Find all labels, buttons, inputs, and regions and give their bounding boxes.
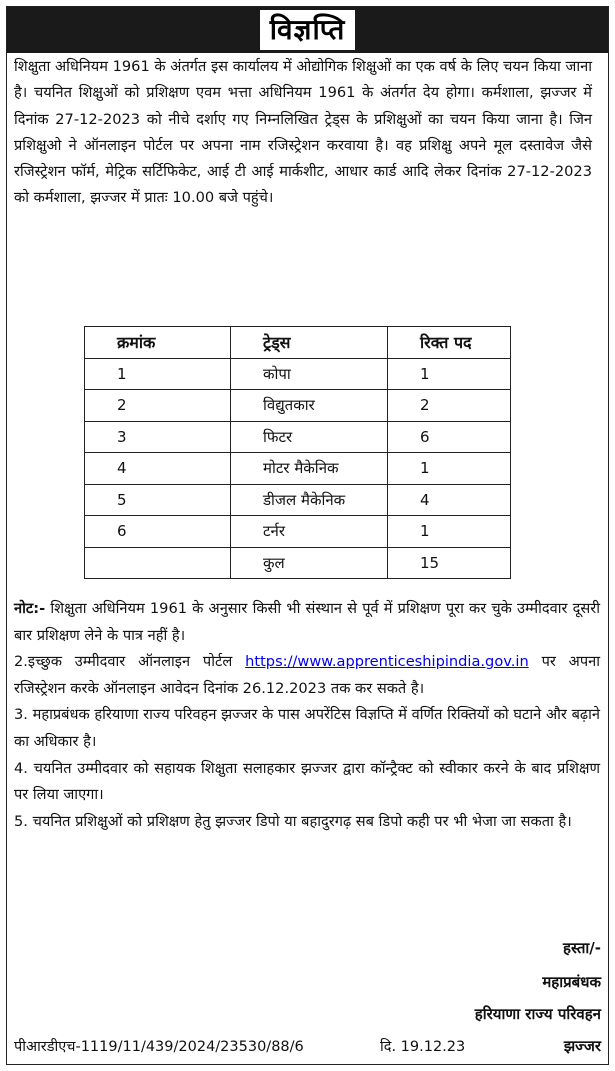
cell-trade: मोटर मैकेनिक <box>231 453 388 485</box>
intro-paragraph: शिक्षुता अधिनियम 1961 के अंतर्गत इस कार्यालय में ओद्योगिक शिक्षुओं का एक वर्ष के लिए चयन किया जाना है। चयनित शिक्षुओं को प्रशिक्षण एवम भत्ता अधिनियम 1961 के अंतर्गत देय होगा। कर्मशाला, झज्जर में दिनांक 27-12-2023 को नीचे दर्शाए गए निम्नलिखित ट्रेड्स के प्रशिक्षुओं का चयन किया जाना है। जिन प्रशिक्षुओ ने ऑनलाइन पोर्टल पर अपना नाम रजिस्ट्रेशन करवाया है। वह प्रशिक्षु अपने मूल दस्तावेज जैसे रजिस्ट्रेशन फॉर्म, मेट्रिक सर्टिफिकेट, आई टी आई मार्कशीट, आधार कार्ड आदि लेकर दिनांक 27-12-2023 को कर्मशाला, झज्जर में प्रातः 10.00 बजे पहुंचे। <box>14 58 592 207</box>
note-3: 3. महाप्रबंधक हरियाणा राज्य परिवहन झज्जर के पास अपरेंटिस विज्ञप्ति में वर्णित रिक्तियों को घटाने और बढ़ाने का अधिकार है। <box>14 706 600 750</box>
cell-trade: विद्युतकार <box>231 390 388 422</box>
cell-serial: 3 <box>85 421 231 453</box>
note-label: नोट:- <box>14 600 46 617</box>
note-5: 5. चयनित प्रशिक्षुओं को प्रशिक्षण हेतु झज्जर डिपो या बहादुरगढ़ सब डिपो कही पर भी भेजा जा सकता है। <box>14 812 572 830</box>
cell-trade: कोपा <box>231 358 388 390</box>
cell-vacancies: 1 <box>388 516 511 548</box>
cell-serial: 4 <box>85 453 231 485</box>
header-trades: ट्रेड्स <box>231 327 388 359</box>
reference-number: पीआरडीएच-1119/11/439/2024/23530/88/6 <box>14 1039 304 1055</box>
signature-designation: महाप्रबंधक <box>542 973 601 991</box>
table-row <box>85 453 511 485</box>
signature-office: हरियाणा राज्य परिवहन <box>474 1005 601 1023</box>
cell-total-vacancies: 15 <box>388 547 511 579</box>
cell-trade: डीजल मैकेनिक <box>231 484 388 516</box>
signature-signed: हस्ता/- <box>563 939 601 957</box>
cell-serial: 1 <box>85 358 231 390</box>
cell-vacancies: 6 <box>388 421 511 453</box>
header-serial: क्रमांक <box>85 327 231 359</box>
trades-table <box>84 326 511 579</box>
signature-place: झज्जर <box>563 1037 601 1055</box>
header-vacancies: रिक्त पद <box>388 327 511 359</box>
table-header-row <box>85 327 511 359</box>
cell-vacancies: 1 <box>388 358 511 390</box>
apprenticeship-portal-link[interactable]: https://www.apprenticeshipindia.gov.in <box>245 653 529 671</box>
cell-serial <box>85 547 231 579</box>
note-2-prefix: 2.इच्छुक उम्मीदवार ऑनलाइन पोर्टल <box>14 653 233 671</box>
table-row <box>85 390 511 422</box>
table-row <box>85 516 511 548</box>
cell-trade: टर्नर <box>231 516 388 548</box>
cell-total-label: कुल <box>231 547 388 579</box>
cell-vacancies: 2 <box>388 390 511 422</box>
table-row <box>85 421 511 453</box>
cell-vacancies: 1 <box>388 453 511 485</box>
cell-serial: 2 <box>85 390 231 422</box>
title-bar <box>7 7 608 53</box>
cell-serial: 5 <box>85 484 231 516</box>
notes-section <box>14 596 600 835</box>
cell-serial: 6 <box>85 516 231 548</box>
cell-vacancies: 4 <box>388 484 511 516</box>
table-total-row <box>85 547 511 579</box>
note-4: 4. चयनित उम्मीदवार को सहायक शिक्षुता सलाहकार झज्जर द्वारा कॉन्ट्रैक्ट को स्वीकार करने के बाद प्रशिक्षण पर लिया जाएगा। <box>14 759 600 804</box>
note-2 <box>14 649 600 702</box>
cell-trade: फिटर <box>231 421 388 453</box>
note-2-suffix: पर अपना रजिस्ट्रेशन करके ऑनलाइन आवेदन दिनांक 26.12.2023 तक कर सकते है। <box>14 653 600 697</box>
table-row <box>85 358 511 390</box>
notice-title: विज्ञप्ति <box>260 10 356 50</box>
table-row <box>85 484 511 516</box>
issue-date: दि. 19.12.23 <box>380 1039 466 1055</box>
note-1-text: शिक्षुता अधिनियम 1961 के अनुसार किसी भी संस्थान से पूर्व में प्रशिक्षण पूरा कर चुके उम्मीदवार दूसरी बार प्रशिक्षण लेने के पात्र नहीं है। <box>14 600 601 644</box>
note-1 <box>14 596 600 649</box>
